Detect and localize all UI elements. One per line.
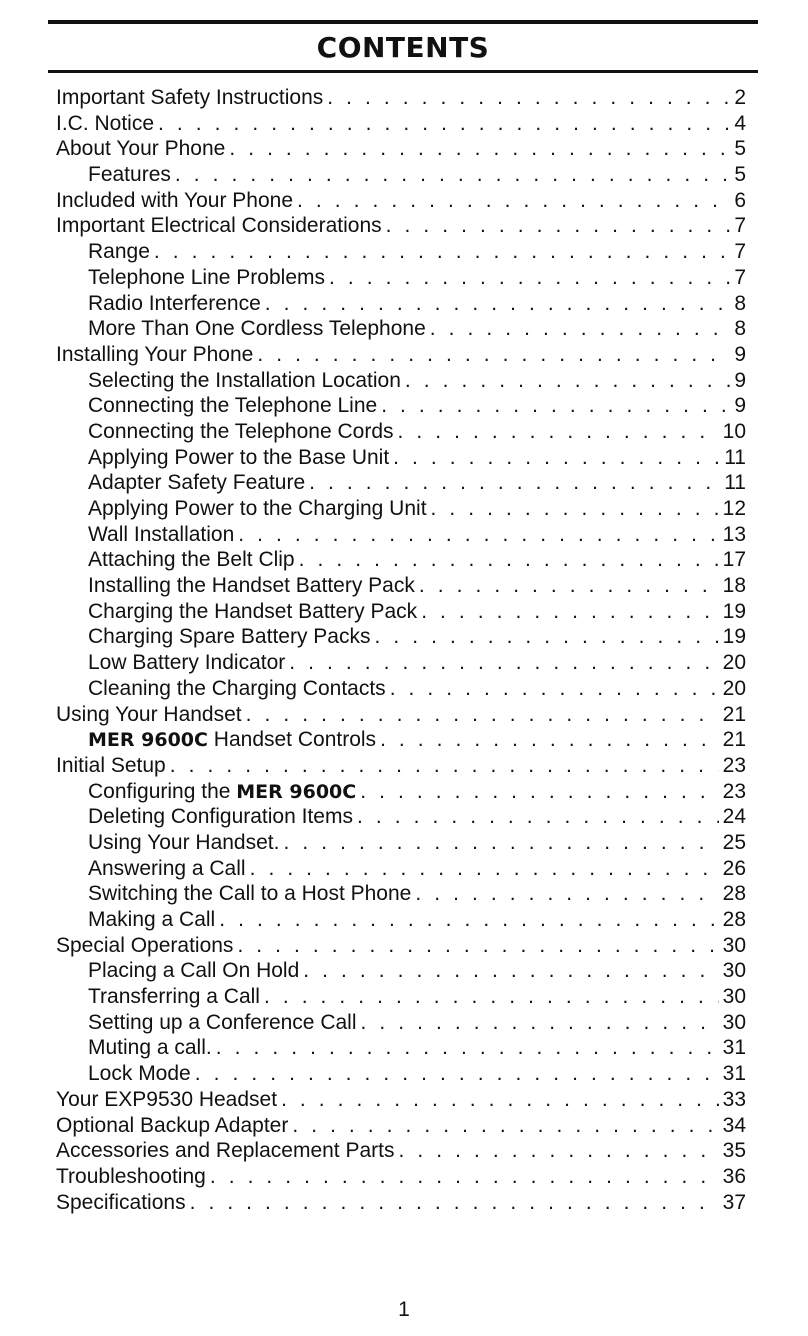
dot-leader (229, 136, 730, 162)
toc-entry (56, 111, 746, 137)
toc-entry-page: 11 (724, 471, 746, 495)
toc-entry (56, 881, 746, 907)
toc-entry-label (88, 907, 215, 933)
toc-entry-page: 12 (722, 497, 746, 520)
toc-entry (56, 291, 746, 317)
toc-entry-label (88, 804, 353, 830)
toc-entry-text: Specifications (56, 1190, 186, 1214)
toc-entry-page: 23 (722, 753, 746, 777)
toc-entry-label (88, 727, 376, 753)
dot-leader (398, 419, 719, 445)
dot-leader (154, 239, 730, 265)
toc-entry-page: 17 (722, 548, 746, 572)
toc-entry (56, 804, 746, 830)
toc-entry (56, 779, 746, 805)
toc-entry-text: I.C. Notice (56, 111, 155, 135)
toc-entry-text: Charging Spare Battery Packs (88, 625, 371, 649)
toc-entry-page: 24 (722, 805, 746, 829)
toc-entry-text: Cleaning the Charging Contacts (88, 676, 386, 700)
toc-entry-label (88, 162, 171, 188)
dot-leader (190, 1190, 719, 1216)
toc-entry-text: Making a Call (88, 908, 216, 931)
toc-entry-page: 7 (734, 265, 746, 289)
toc-entry-label (56, 1087, 277, 1113)
toc-entry-label (88, 419, 394, 445)
dot-leader (309, 470, 720, 496)
toc-entry-text: Setting up a Conference Call (88, 1010, 357, 1034)
toc-entry-page: 37 (722, 1190, 746, 1214)
toc-entry-text: Important Electrical Considerations (56, 214, 382, 238)
toc-entry (56, 650, 746, 676)
model-name: MER 9600C (88, 729, 208, 752)
toc-entry-page: 8 (734, 291, 746, 315)
top-rule (48, 20, 758, 24)
toc-entry (56, 1190, 746, 1216)
toc-entry-label (88, 393, 377, 419)
toc-entry-page: 11 (724, 445, 746, 469)
toc-entry-label (88, 522, 234, 548)
dot-leader (219, 907, 718, 933)
dot-leader (381, 393, 730, 419)
toc-entry-text: Applying Power to the Base Unit (88, 445, 390, 469)
toc-entry-text: Radio Interference (88, 291, 261, 315)
toc-entry-text: Connecting the Telephone Cords (88, 419, 394, 443)
toc-entry-text: Accessories and Replacement Parts (56, 1139, 395, 1163)
dot-leader (303, 958, 718, 984)
toc-entry-label (56, 702, 242, 728)
toc-entry-page: 9 (734, 368, 746, 392)
toc-entry-page: 36 (722, 1164, 746, 1188)
toc-entry-text: Using Your Handset (56, 702, 242, 726)
dot-leader (210, 1164, 719, 1190)
dot-leader (170, 753, 719, 779)
toc-entry-page: 21 (722, 728, 746, 752)
toc-entry-text: Troubleshooting (56, 1164, 206, 1188)
toc-entry-label (88, 984, 260, 1010)
toc-entry-label (88, 1010, 357, 1036)
toc-entry-label (56, 1190, 186, 1216)
toc-entry (56, 368, 746, 394)
toc-entry-page: 25 (722, 830, 746, 854)
dot-leader (238, 522, 718, 548)
toc-entry-text: Telephone Line Problems (88, 265, 325, 289)
toc-entry (56, 213, 746, 239)
dot-leader (297, 188, 730, 214)
dot-leader (237, 933, 718, 959)
toc-entry (56, 907, 746, 933)
dot-leader (250, 856, 719, 882)
toc-entry-page: 30 (722, 933, 746, 957)
toc-entry-label (88, 547, 295, 573)
toc-entry-text: Special Operations (56, 933, 234, 957)
toc-entry-label (88, 650, 285, 676)
toc-entry (56, 188, 746, 214)
toc-entry-page: 31 (722, 1062, 746, 1086)
toc-entry-label (88, 470, 305, 496)
toc-entry (56, 445, 746, 471)
toc-entry-page: 13 (722, 522, 746, 546)
toc-entry-page: 30 (722, 1010, 746, 1034)
toc-entry-text: Wall Installation (88, 522, 235, 546)
dot-leader (257, 342, 730, 368)
toc-entry-text: Installing Your Phone (56, 342, 254, 366)
toc-entry (56, 1035, 746, 1061)
toc-entry (56, 522, 746, 548)
toc-entry-text: Switching the Call to a Host Phone (88, 882, 412, 906)
toc-entry-text: Applying Power to the Charging Unit (88, 497, 427, 520)
toc-entry-label (88, 239, 150, 265)
toc-entry-page: 7 (734, 214, 746, 238)
dot-leader (419, 573, 719, 599)
toc-entry-page: 7 (734, 240, 746, 264)
toc-entry (56, 573, 746, 599)
toc-entry-text: Answering a Call (88, 856, 246, 880)
toc-entry (56, 830, 746, 856)
dot-leader (327, 85, 730, 111)
dot-leader (216, 1035, 719, 1061)
toc-entry-text: Important Safety Instructions (56, 86, 324, 109)
dot-leader (195, 1061, 719, 1087)
toc-entry (56, 676, 746, 702)
toc-entry (56, 496, 746, 522)
toc-entry (56, 599, 746, 625)
dot-leader (393, 445, 720, 471)
toc-entry-label (88, 856, 246, 882)
dot-leader (289, 650, 718, 676)
toc-entry-page: 19 (722, 599, 746, 623)
toc-entry-label (88, 291, 261, 317)
toc-entry (56, 702, 746, 728)
toc-entry-page: 9 (734, 342, 746, 366)
toc-entry-page: 20 (722, 676, 746, 700)
dot-leader (405, 368, 730, 394)
toc-entry-label (56, 136, 225, 162)
toc-entry (56, 393, 746, 419)
toc-entry-label (56, 342, 253, 368)
toc-entry-page: 8 (734, 317, 746, 341)
toc-entry-page: 10 (722, 419, 746, 443)
toc-entry-label (88, 676, 386, 702)
toc-entry-text: Installing the Handset Battery Pack (88, 574, 415, 598)
toc-entry-page: 18 (722, 574, 746, 598)
toc-entry-page: 30 (722, 985, 746, 1009)
toc-entry-text: Your EXP9530 Headset (56, 1087, 278, 1111)
dot-leader (283, 830, 718, 856)
page-title: CONTENTS (316, 31, 490, 64)
table-of-contents (56, 85, 746, 1215)
toc-entry (56, 1113, 746, 1139)
toc-entry-label (56, 1164, 206, 1190)
dot-leader (281, 1087, 719, 1113)
dot-leader (357, 804, 719, 830)
toc-entry-label (56, 1113, 288, 1139)
toc-entry (56, 547, 746, 573)
dot-leader (415, 881, 718, 907)
dot-leader (299, 547, 719, 573)
toc-entry-label (88, 445, 389, 471)
toc-entry-text: Selecting the Installation Location (88, 368, 401, 392)
toc-entry-page: 6 (734, 188, 746, 212)
toc-entry-page: 21 (722, 702, 746, 726)
toc-entry-text: Configuring the (88, 779, 237, 803)
toc-entry-label (56, 188, 293, 214)
toc-entry (56, 753, 746, 779)
toc-entry-label (56, 213, 382, 239)
toc-entry-label (88, 624, 370, 650)
model-name: MER 9600C (236, 780, 357, 803)
toc-entry (56, 136, 746, 162)
toc-entry (56, 933, 746, 959)
toc-entry-text: Range (88, 240, 150, 264)
dot-leader (292, 1113, 718, 1139)
toc-entry (56, 342, 746, 368)
dot-leader (175, 162, 730, 188)
toc-entry (56, 1164, 746, 1190)
toc-entry-page: 5 (734, 163, 746, 187)
toc-entry-page: 35 (722, 1139, 746, 1163)
toc-entry-label (88, 316, 426, 342)
toc-entry (56, 727, 746, 753)
toc-entry (56, 239, 746, 265)
toc-entry-page: 5 (734, 137, 746, 161)
page-number: 1 (398, 1298, 410, 1321)
toc-entry-label (56, 85, 323, 111)
toc-entry-label (88, 496, 427, 522)
toc-entry-text: Handset Controls (207, 728, 377, 752)
toc-entry-page: 19 (722, 625, 746, 649)
toc-entry (56, 1087, 746, 1113)
toc-entry-label (88, 830, 279, 856)
dot-leader (360, 779, 718, 805)
toc-entry-page: 31 (722, 1036, 746, 1060)
dot-leader (374, 624, 718, 650)
dot-leader (264, 984, 719, 1010)
toc-entry-label (88, 599, 417, 625)
dot-leader (265, 291, 731, 317)
toc-entry-text: Adapter Safety Feature (88, 471, 306, 495)
toc-entry (56, 1061, 746, 1087)
toc-entry-text: About Your Phone (56, 137, 226, 161)
toc-entry-label (88, 958, 299, 984)
toc-entry (56, 624, 746, 650)
toc-entry-label (88, 881, 411, 907)
toc-entry (56, 316, 746, 342)
toc-entry-text: Transferring a Call (88, 985, 260, 1009)
toc-entry-page: 33 (722, 1087, 746, 1111)
toc-entry-label (88, 1035, 212, 1061)
dot-leader (386, 213, 731, 239)
toc-entry (56, 265, 746, 291)
toc-entry-text: Charging the Handset Battery Pack (88, 599, 418, 623)
toc-entry-label (56, 753, 166, 779)
toc-entry-text: Placing a Call On Hold (88, 959, 300, 983)
toc-entry-label (88, 779, 356, 805)
dot-leader (361, 1010, 719, 1036)
toc-entry-text: Connecting the Telephone Line (88, 394, 378, 418)
toc-entry (56, 856, 746, 882)
toc-entry-text: Optional Backup Adapter (56, 1113, 289, 1137)
toc-entry-text: Lock Mode (88, 1062, 191, 1086)
toc-entry-label (88, 368, 401, 394)
toc-entry-label (56, 933, 233, 959)
toc-entry-page: 23 (722, 779, 746, 803)
dot-leader (380, 727, 719, 753)
toc-entry-text: Initial Setup (56, 753, 166, 777)
toc-entry (56, 1138, 746, 1164)
toc-entry-label (56, 111, 154, 137)
toc-entry-label (88, 1061, 191, 1087)
toc-entry-text: Using Your Handset. (88, 830, 280, 854)
toc-entry (56, 1010, 746, 1036)
dot-leader (246, 702, 719, 728)
toc-entry (56, 162, 746, 188)
dot-leader (431, 496, 719, 522)
dot-leader (390, 676, 719, 702)
toc-entry (56, 470, 746, 496)
dot-leader (158, 111, 730, 137)
toc-entry-page: 30 (722, 959, 746, 983)
toc-entry-page: 20 (722, 651, 746, 675)
toc-entry-label (88, 573, 415, 599)
toc-entry (56, 85, 746, 111)
toc-entry-label (56, 1138, 395, 1164)
toc-entry-page: 26 (722, 856, 746, 880)
toc-entry (56, 419, 746, 445)
toc-entry-text: Low Battery Indicator (88, 651, 286, 675)
toc-entry-page: 34 (722, 1113, 746, 1137)
toc-entry-page: 4 (734, 111, 746, 135)
toc-entry-page: 9 (734, 394, 746, 418)
dot-leader (329, 265, 730, 291)
dot-leader (399, 1138, 719, 1164)
dot-leader (430, 316, 731, 342)
toc-entry-label (88, 265, 325, 291)
toc-entry-text: More Than One Cordless Telephone (88, 317, 426, 341)
toc-entry-text: Attaching the Belt Clip (88, 548, 295, 572)
toc-entry-text: Included with Your Phone (56, 188, 294, 212)
toc-entry (56, 984, 746, 1010)
toc-entry-text: Features (88, 163, 171, 187)
toc-entry-page: 28 (722, 882, 746, 906)
toc-entry-page: 2 (734, 86, 746, 109)
toc-entry-text: Muting a call. (88, 1036, 212, 1060)
dot-leader (421, 599, 718, 625)
toc-entry (56, 958, 746, 984)
toc-entry-page: 28 (722, 908, 746, 931)
toc-entry-text: Deleting Configuration Items (88, 805, 353, 829)
title-underline (48, 70, 758, 73)
